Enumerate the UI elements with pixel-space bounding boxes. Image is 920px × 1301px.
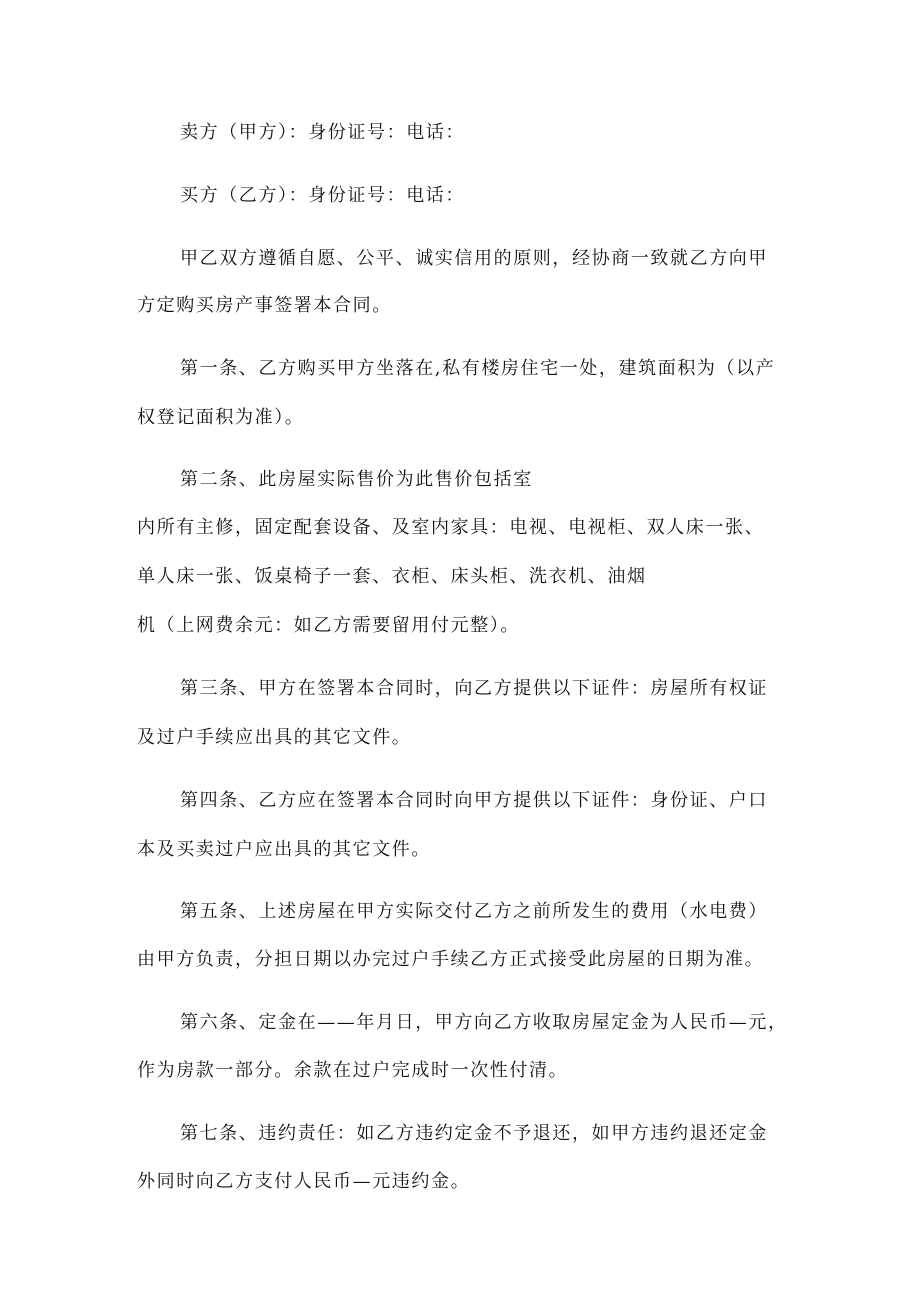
article-7-line-2: 外同时向乙方支付人民币—元违约金。 (137, 1171, 471, 1192)
article-6-line-2: 作为房款一部分。余款在过户完成时一次性付清。 (137, 1060, 569, 1081)
article-2-line-2: 内所有主修，固定配套设备、及室内家具：电视、电视柜、双人床一张、 (137, 517, 765, 538)
article-2-line-4: 机（上网费余元：如乙方需要留用付元整）。 (137, 615, 520, 636)
preamble-line-1: 甲乙双方遵循自愿、公平、诚实信用的原则，经协商一致就乙方向甲 (180, 248, 768, 269)
preamble-line-2: 方定购买房产事签署本合同。 (137, 295, 392, 316)
article-4-line-2: 本及买卖过户应出具的其它文件。 (137, 839, 431, 860)
buyer-info-line: 买方（乙方）：身份证号：电话： (180, 185, 465, 206)
article-2-line-3: 单人床一张、饭桌椅子一套、衣柜、床头柜、洗衣机、油烟 (137, 566, 647, 587)
article-1-line-1: 第一条、乙方购买甲方坐落在,私有楼房住宅一处，建筑面积为（以产 (180, 358, 776, 379)
article-1-line-2: 权登记面积为准）。 (137, 407, 305, 428)
seller-info-line: 卖方（甲方）：身份证号：电话： (180, 122, 465, 143)
article-3-line-1: 第三条、甲方在签署本合同时，向乙方提供以下证件：房屋所有权证 (180, 678, 768, 699)
article-3-line-2: 及过户手续应出具的其它文件。 (137, 727, 412, 748)
article-5-line-2: 由甲方负责，分担日期以办完过户手续乙方正式接受此房屋的日期为准。 (137, 949, 765, 970)
article-7-line-1: 第七条、违约责任：如乙方违约定金不予退还，如甲方违约退还定金 (180, 1123, 768, 1144)
article-5-line-1: 第五条、上述房屋在甲方实际交付乙方之前所发生的费用（水电费） (180, 901, 768, 922)
article-2-line-1: 第二条、此房屋实际售价为此售价包括室 (180, 469, 533, 490)
article-6-line-1: 第六条、定金在——年月日，甲方向乙方收取房屋定金为人民币—元， (180, 1012, 788, 1033)
article-4-line-1: 第四条、乙方应在签署本合同时向甲方提供以下证件：身份证、户口 (180, 790, 768, 811)
